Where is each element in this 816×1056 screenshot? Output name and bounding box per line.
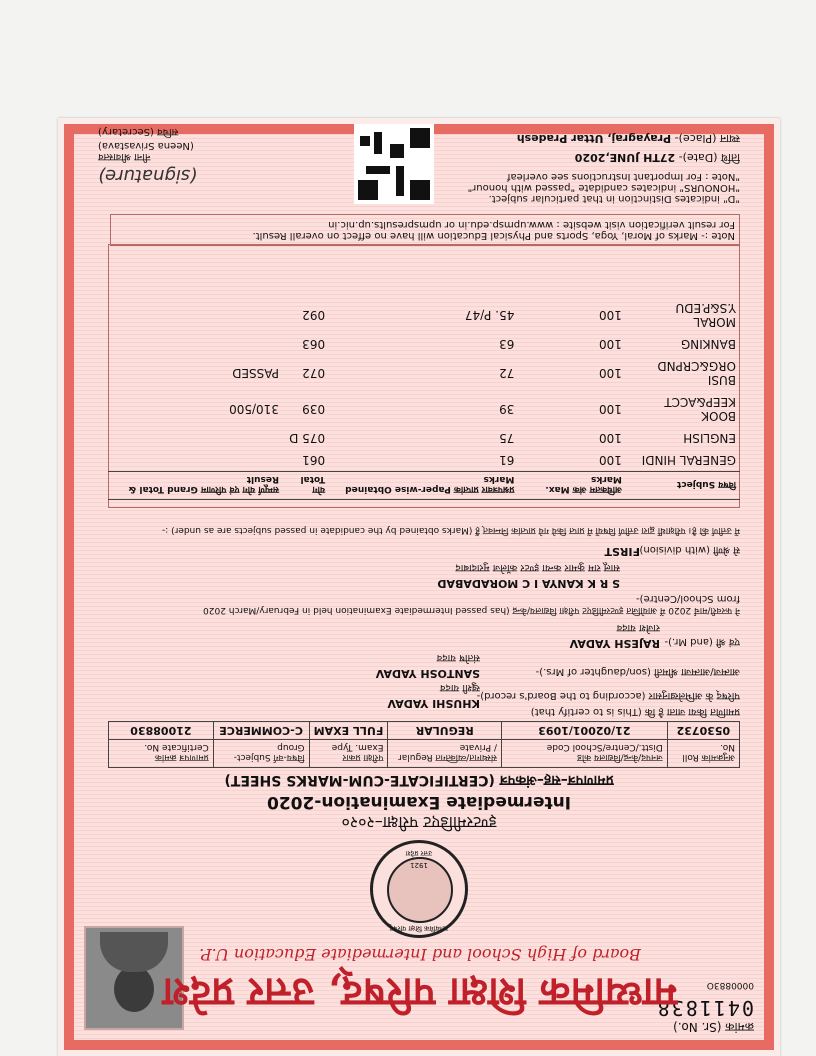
subject: GENERAL HINDI xyxy=(641,453,736,467)
max-marks: 100 xyxy=(598,453,622,467)
secretary-title: सचिव (Secretary) xyxy=(98,126,179,137)
marks-header-paper: प्रश्नपत्रवार प्राप्तांक Paper-wise Obtained Marks xyxy=(329,472,518,500)
info-certificate-no: 21008830 xyxy=(109,722,214,740)
place-line xyxy=(468,131,740,146)
info-table xyxy=(108,721,740,768)
emblem-bottom-text: उत्तर प्रदेश xyxy=(405,849,433,857)
table-row xyxy=(108,355,740,391)
paper-marks: 72 xyxy=(499,366,515,380)
exam-title-english: Intermediate Examination-2020 xyxy=(266,792,572,812)
marks-table xyxy=(108,297,740,500)
info-header-code: जनपद/केन्द्र/विद्यालय कोड Distt./Centre/School Code xyxy=(501,740,667,768)
father-name: RAJESH YADAV xyxy=(569,637,660,650)
grand-cell xyxy=(108,333,283,355)
serial-number: 0411838 xyxy=(655,996,754,1020)
total-marks: 075 D xyxy=(289,431,326,445)
emblem-top-text: माध्यमिक शिक्षा परिषद् xyxy=(389,924,449,932)
marks-header-grand: सम्पूर्ण योग एवं परिणाम Grand Total & Result xyxy=(108,472,283,500)
max-marks: 100 xyxy=(598,337,622,351)
grand-cell xyxy=(108,297,283,333)
instruction-line-2: "HONOURS" indicates candidate "passed with honour" xyxy=(467,182,740,193)
info-header-certificate-no: प्रमाणपत्र क्रमांक Certificate No. xyxy=(109,740,214,768)
note-box xyxy=(110,214,740,246)
info-roll-no: 0530732 xyxy=(667,722,739,740)
board-name-english: Board of High School and Intermediate Education U.P. xyxy=(199,945,641,964)
total-marks: 072 xyxy=(302,366,326,380)
division-label: से श्रेणी (with division)- xyxy=(635,544,740,555)
mother-name: SANTOSH YADAV xyxy=(375,667,480,680)
paper-marks: 61 xyxy=(499,453,515,467)
relation-text: आत्मज/आत्मजा श्रीमती (son/daughter of Mrs.)- xyxy=(535,666,740,677)
info-subject-group: C-COMMERCE xyxy=(213,722,309,740)
info-exam-type: FULL EXAM xyxy=(309,722,388,740)
certificate-code: 0000883O xyxy=(706,980,754,990)
result: PASSED xyxy=(232,366,279,380)
certify-intro: प्रमाणित किया जाता है कि (This is to certify that) xyxy=(530,706,740,717)
photo-body xyxy=(100,932,168,972)
instruction-line-1: "D" indicates Distinction in that particular subject. xyxy=(488,193,740,204)
info-header-exam-type: परीक्षा प्रकार Exam. Type xyxy=(309,740,388,768)
sheet-title: प्रमाणपत्र–सह–अंकपत्र (CERTIFICATE-CUM-MARKS SHEET) xyxy=(224,772,614,788)
grand-cell xyxy=(108,427,283,449)
paper-marks: 63 xyxy=(499,337,515,351)
passed-line: ने फरवरी/मार्च 2020 में आयोजित इण्टरमीडिएट परीक्षा विद्यालय/केन्द्र (has passed Intermediate Examination held in February/March 2020 xyxy=(203,605,740,615)
table-row xyxy=(108,391,740,427)
marks-header-total: योग Total xyxy=(283,472,329,500)
instruction-line-3: "Note : For Important Instructions see overleaf xyxy=(506,171,740,182)
student-name: KHUSHI YADAV xyxy=(387,697,480,710)
place-value: Prayagraj, Uttar Pradesh xyxy=(516,132,672,145)
total-marks: 061 xyxy=(302,453,326,467)
school-name: S R K KANYA I C MORADABAD xyxy=(437,577,620,590)
school-name-hindi: सालू राम कुमार कन्या इण्टर कॉलेज मुरादाबाद xyxy=(455,562,620,573)
info-header-roll: अनुक्रमांक Roll No. xyxy=(667,740,739,768)
certificate-content-rotated xyxy=(58,118,780,1056)
subject: MORAL Y.S&P.EDU xyxy=(675,301,736,329)
secretary-name-hindi: नीना श्रीवास्तव xyxy=(98,151,151,162)
table-row xyxy=(108,427,740,449)
grand-cell xyxy=(108,449,283,472)
division-value: FIRST xyxy=(604,545,640,558)
and-mr-text: एवं श्री (and Mr.)- xyxy=(664,636,740,647)
qr-code xyxy=(354,124,434,204)
certificate-sheet xyxy=(58,118,780,1056)
date-label: तिथि (Date)- xyxy=(678,151,740,164)
max-marks: 100 xyxy=(598,402,622,416)
from-school-text: from School/Centre)- xyxy=(636,593,740,604)
paper-marks: 75 xyxy=(499,431,515,445)
marks-intro: में उत्तीर्ण की है। परीक्षार्थी द्वारा उत्तीर्ण विषयों में प्राप्त किये गये प्राप्तांक निम्नवत् हैं (Marks obtained by the candidate in passed subjects are as under) :- xyxy=(162,525,740,535)
subject: ENGLISH xyxy=(683,431,736,445)
date-line xyxy=(468,150,740,165)
info-header-subject-group: विषय-वर्ग Subject-Group xyxy=(213,740,309,768)
info-header-regular: संस्थागत/व्यक्तिगत Regular / Private xyxy=(388,740,502,768)
table-row xyxy=(108,297,740,333)
note-line-2: For result verification visit website : www.upmsp.edu.in or upmspresults.up.nic.in xyxy=(328,219,735,230)
date-value: 27TH JUNE,2020 xyxy=(574,151,676,164)
serial-label: क्रमांक (Sr. No.) xyxy=(673,1020,754,1034)
grand-total: 310/500 xyxy=(229,402,279,416)
max-marks: 100 xyxy=(598,431,622,445)
place-label: स्थान (Place)- xyxy=(674,132,740,145)
paper-marks: 39 xyxy=(499,402,515,416)
table-row xyxy=(108,333,740,355)
board-emblem-logo xyxy=(370,840,468,938)
subject: BANKING xyxy=(680,337,736,351)
emblem-year: 1921 xyxy=(410,861,428,869)
signature-block xyxy=(98,126,197,186)
secretary-name-english: (Neena Srivastava) xyxy=(98,140,194,151)
table-row xyxy=(108,449,740,472)
father-name-hindi: राजेश यादव xyxy=(616,622,660,633)
subject: BUSI ORG&CRPND xyxy=(657,359,736,387)
mother-name-hindi: संतोष यादव xyxy=(436,652,480,663)
info-regular: REGULAR xyxy=(388,722,502,740)
per-record-text: परिषद् के अभिलेखानुसार (according to the Board's record)- xyxy=(476,690,740,701)
exam-title-hindi: इण्टरमीडिएट परीक्षा–२०२० xyxy=(341,813,497,832)
marks-header-max: अधिकतम अंक Max. Marks xyxy=(518,472,626,500)
info-school-code: 21/02001/1093 xyxy=(501,722,667,740)
student-name-hindi: खुशी यादव xyxy=(439,682,480,693)
max-marks: 100 xyxy=(598,308,622,322)
marks-header-subject: विषय Subject xyxy=(626,472,740,500)
max-marks: 100 xyxy=(598,366,622,380)
total-marks: 092 xyxy=(302,308,326,322)
total-marks: 063 xyxy=(302,337,326,351)
board-name-hindi: माध्यमिक शिक्षा परिषद्, उत्तर प्रदेश xyxy=(162,969,678,1016)
paper-marks: 45. P/47 xyxy=(464,308,515,322)
instructions xyxy=(468,131,740,204)
photo-head xyxy=(114,966,154,1012)
total-marks: 039 xyxy=(302,402,326,416)
note-line-1: Note :- Marks of Moral, Yoga, Sports and Physical Education will have no effect on overall Result. xyxy=(252,230,735,241)
subject: BOOK KEEP&ACCT xyxy=(664,395,736,423)
secretary-signature: (signature) xyxy=(98,165,198,186)
